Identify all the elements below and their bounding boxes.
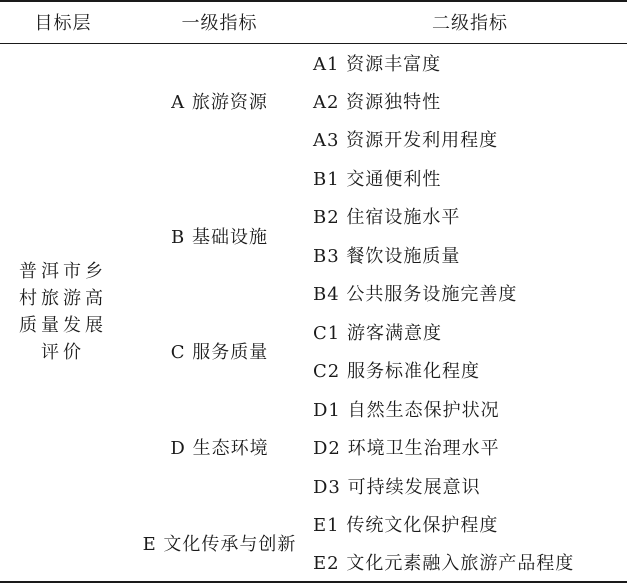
level2-indicator-d3: D3 可持续发展意识 [313,476,481,498]
level1-indicator-e: E 文化传承与创新 [126,505,313,582]
level1-indicator-d: D 生态环境 [170,438,269,460]
level2-indicator-e2: E2 文化元素融入旅游产品程度 [313,544,627,583]
level2-indicator-a3: A3 资源开发利用程度 [313,130,499,152]
header-level1-indicator: 一级指标 [126,1,313,43]
level2-indicator-d2: D2 环境卫生治理水平 [313,438,500,460]
level2-indicator-d1: D1 自然生态保护状况 [313,399,500,421]
level1-indicator-a: A 旅游资源 [171,92,268,113]
level1-indicator-b: B 基础设施 [171,226,268,248]
header-row [0,1,627,43]
target-layer-text: 普洱市乡村旅游高质量发展评价 [19,261,107,364]
target-layer-cell [0,43,126,582]
header-target-layer: 目标层 [0,1,126,43]
level2-indicator-e1: E1 传统文化保护程度 [313,515,499,537]
level2-indicator-b2: B2 住宿设施水平 [313,207,461,229]
level2-indicator-c1: C1 游客满意度 [313,322,442,344]
table-row [0,43,627,82]
level2-indicator-c2: C2 服务标准化程度 [313,361,480,383]
level1-indicator-c: C 服务质量 [170,342,269,363]
level2-indicator-b3: B3 餐饮设施质量 [313,245,461,267]
level2-indicator-b1: B1 交通便利性 [313,168,442,190]
header-level2-indicator: 二级指标 [313,1,627,43]
level2-indicator-a2: A2 资源独特性 [313,91,442,113]
level2-indicator-a1: A1 资源丰富度 [313,53,442,75]
level2-indicator-b4: B4 公共服务设施完善度 [313,284,518,306]
